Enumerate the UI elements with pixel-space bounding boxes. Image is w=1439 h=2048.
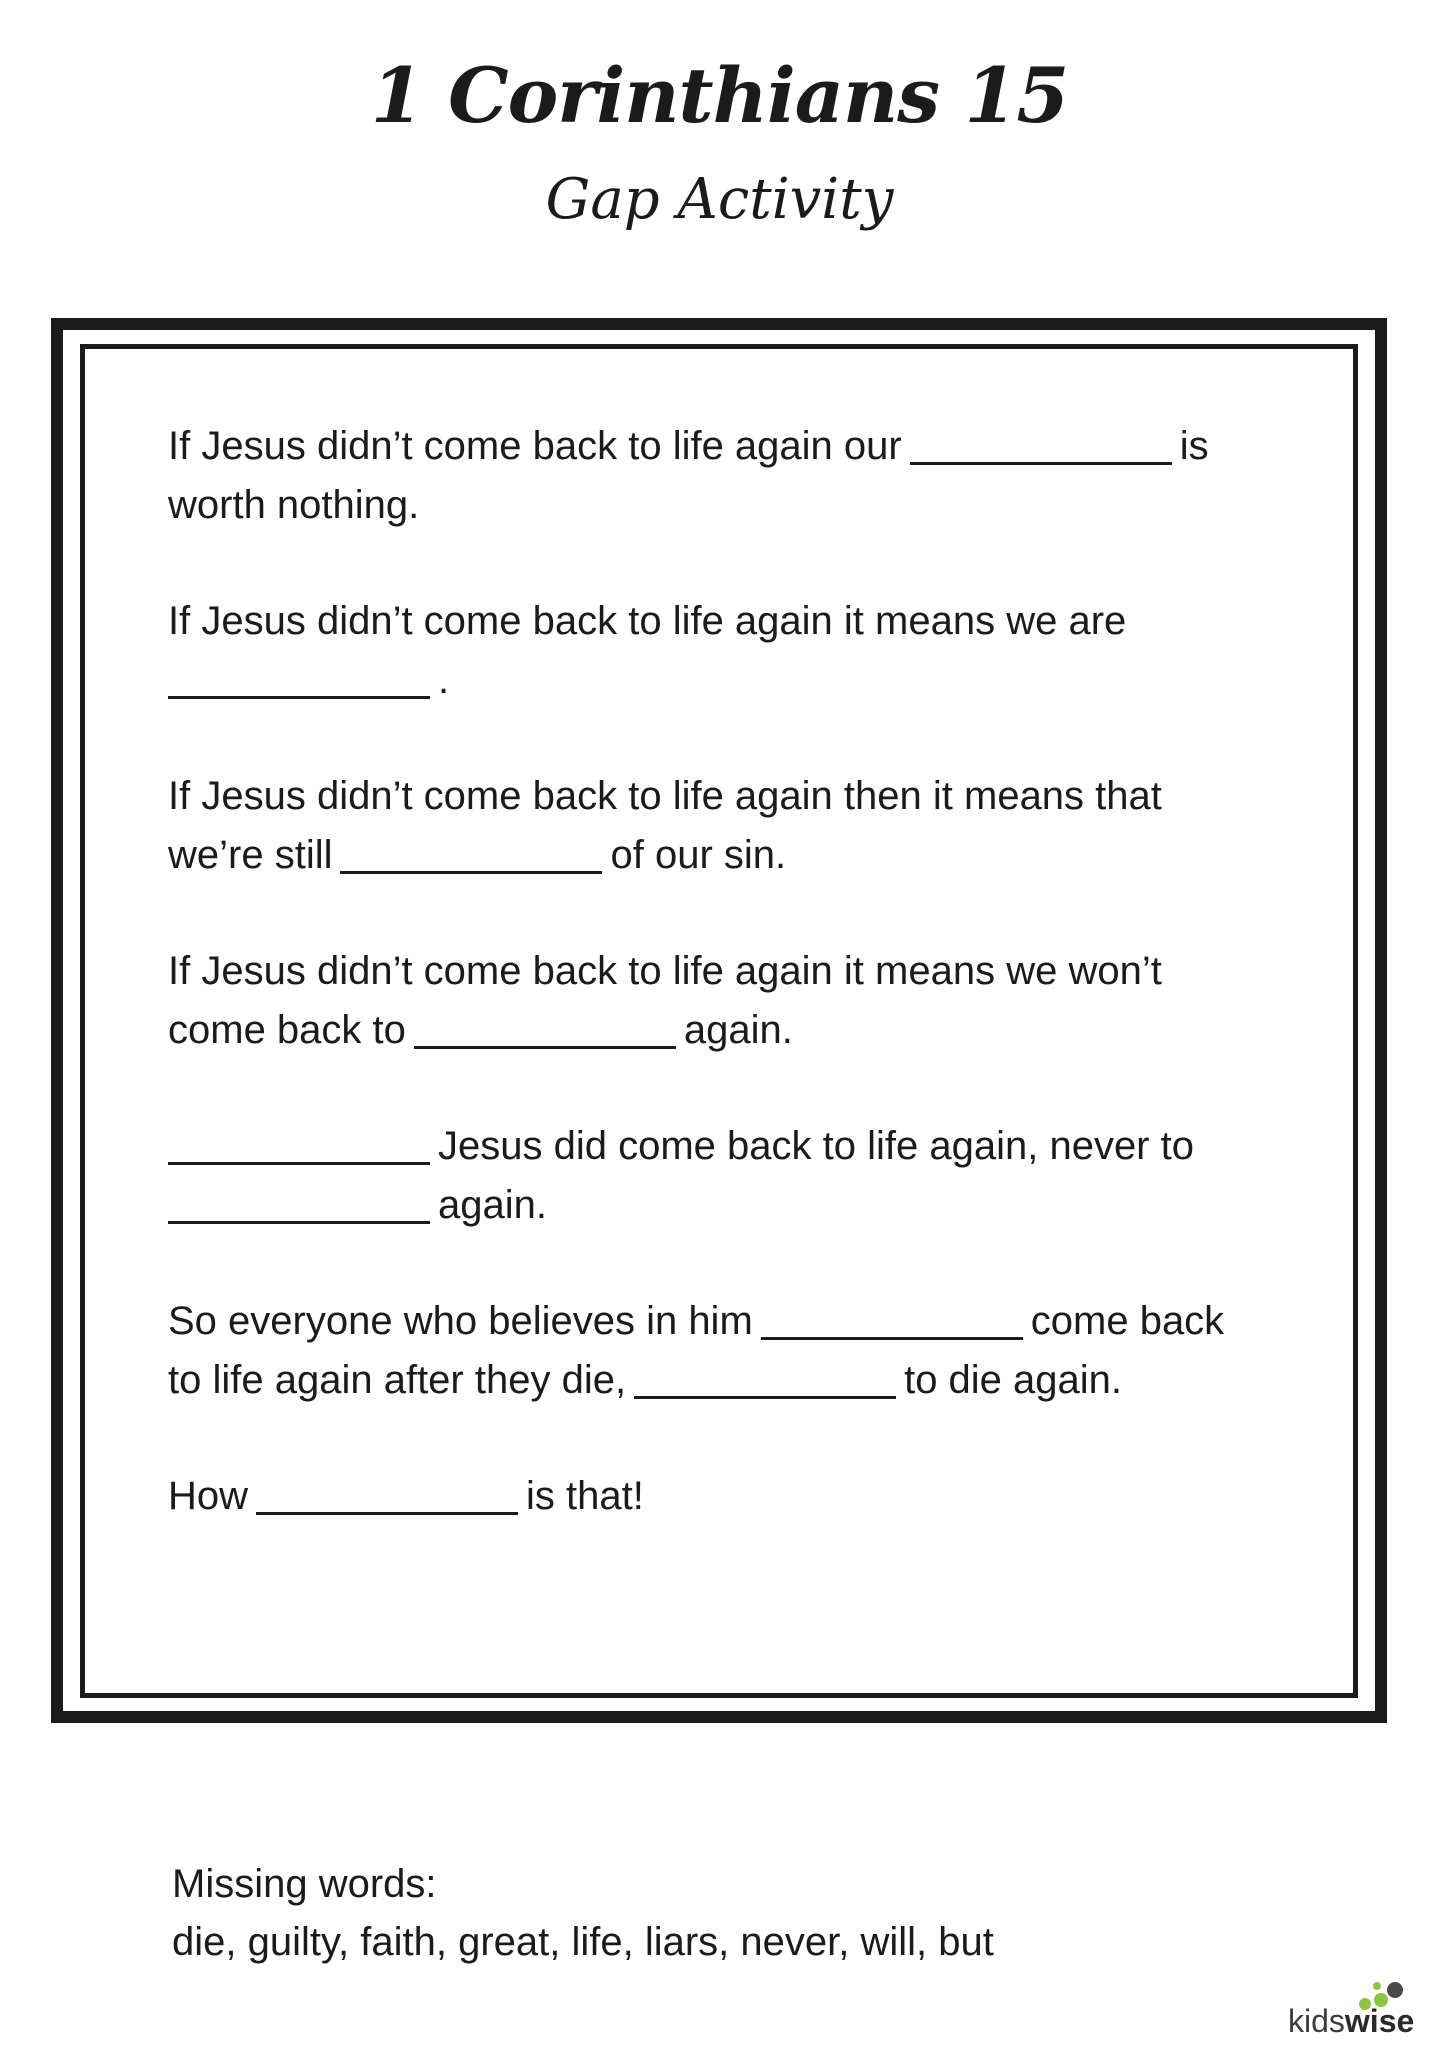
sentence-text: Jesus did come back to life again, never to — [438, 1124, 1194, 1168]
page-subtitle: Gap Activity — [545, 167, 894, 232]
sentence-text: . — [438, 658, 450, 702]
logo-text-bold: wise — [1344, 2003, 1415, 2039]
sentence-5 — [168, 1117, 1268, 1235]
answer-blank[interactable] — [168, 1122, 430, 1165]
sentence-text: If Jesus didn’t come back to life again it means we are — [168, 599, 1127, 643]
answer-blank[interactable] — [340, 831, 602, 874]
sentence-3 — [168, 767, 1268, 885]
sentence-4 — [168, 942, 1268, 1060]
sentence-text: come back to life again after they die, — [168, 1299, 1225, 1402]
sentence-7 — [168, 1467, 1268, 1526]
sentence-text: is worth nothing. — [168, 424, 1209, 527]
answer-blank[interactable] — [414, 1006, 676, 1049]
kidswise-logo — [1288, 2005, 1414, 2037]
missing-words-list: die, guilty, faith, great, life, liars, never, will, but — [172, 1920, 994, 1964]
sentence-text: If Jesus didn’t come back to life again it means we won’t come back to — [168, 949, 1162, 1052]
logo-text: kids — [1288, 2003, 1345, 2039]
sentence-text: How — [168, 1474, 249, 1518]
missing-words — [172, 1855, 994, 1971]
activity-body — [168, 417, 1268, 1583]
answer-blank[interactable] — [910, 422, 1172, 465]
sentence-text: If Jesus didn’t come back to life again our — [168, 424, 902, 468]
sentence-2 — [168, 592, 1268, 710]
sentence-1 — [168, 417, 1268, 535]
answer-blank[interactable] — [256, 1472, 518, 1515]
sentence-text: So everyone who believes in him — [168, 1299, 753, 1343]
sentence-6 — [168, 1292, 1268, 1410]
sentence-text: again. — [683, 1008, 793, 1052]
sentence-text: is that! — [526, 1474, 644, 1518]
answer-blank[interactable] — [168, 656, 430, 699]
sentence-text: to die again. — [904, 1358, 1123, 1402]
answer-blank[interactable] — [634, 1356, 896, 1399]
sentence-text: If Jesus didn’t come back to life again then it means that we’re still — [168, 774, 1162, 877]
sentence-text: again. — [438, 1183, 547, 1227]
missing-words-label: Missing words: — [172, 1862, 437, 1906]
page-title: 1 Corinthians 15 — [370, 51, 1069, 140]
answer-blank[interactable] — [761, 1297, 1023, 1340]
sentence-text: of our sin. — [610, 833, 787, 877]
answer-blank[interactable] — [168, 1181, 430, 1224]
